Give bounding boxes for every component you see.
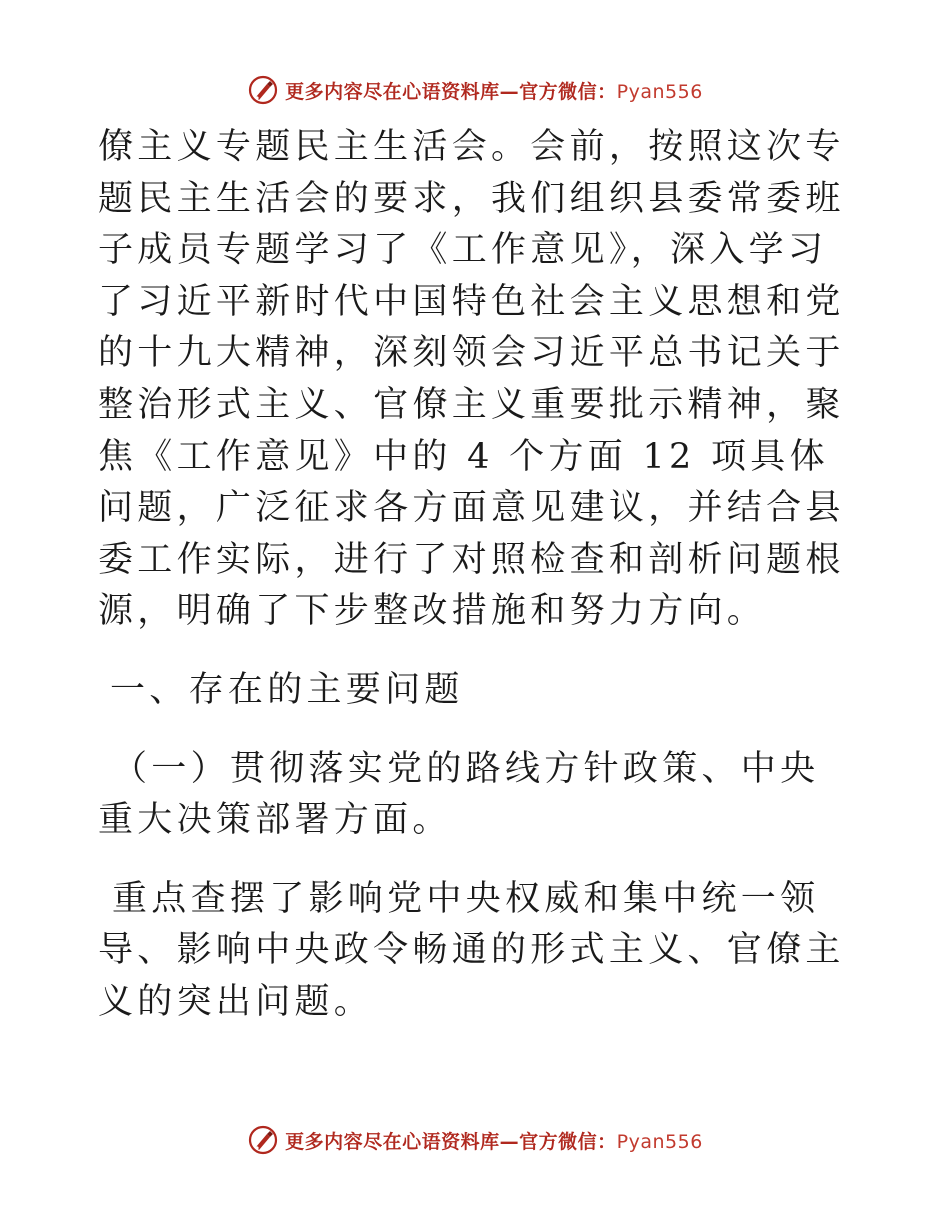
pen-logo-icon [247,1124,279,1156]
watermark-text: 更多内容尽在心语资料库—官方微信：Pyan556 [285,80,703,103]
wechat-id: Pyan556 [616,1130,703,1153]
watermark-banner-bottom [0,1120,950,1160]
watermark-text: 更多内容尽在心语资料库—官方微信：Pyan556 [285,1130,703,1153]
pen-logo-icon [247,74,279,106]
watermark-banner-top [0,70,950,110]
body-paragraph-1: 僚主义专题民主生活会。会前，按照这次专题民主生活会的要求，我们组织县委常委班子成员专题学习了《工作意见》，深入学习了习近平新时代中国特色社会主义思想和党的十九大精神，深刻领会习近平总书记关于整治形式主义、官僚主义重要批示精神，聚焦《工作意见》中的 4 个方面 12 项具体问题，广泛征求各方面意见建议，并结合县委工作实际，进行了对照检查和剖析问题根源，明确了下步整改措施和努力方向。 [98,127,845,632]
subsection-heading: （一）贯彻落实党的路线方针政策、中央重大决策部署方面。 [98,748,820,841]
section-heading: 一、存在的主要问题 [110,669,464,710]
document-body [98,122,858,1029]
wechat-id: Pyan556 [616,80,703,103]
body-paragraph-2: 重点查摆了影响党中央权威和集中统一领导、影响中央政令畅通的形式主义、官僚主义的突出问题。 [98,878,845,1022]
